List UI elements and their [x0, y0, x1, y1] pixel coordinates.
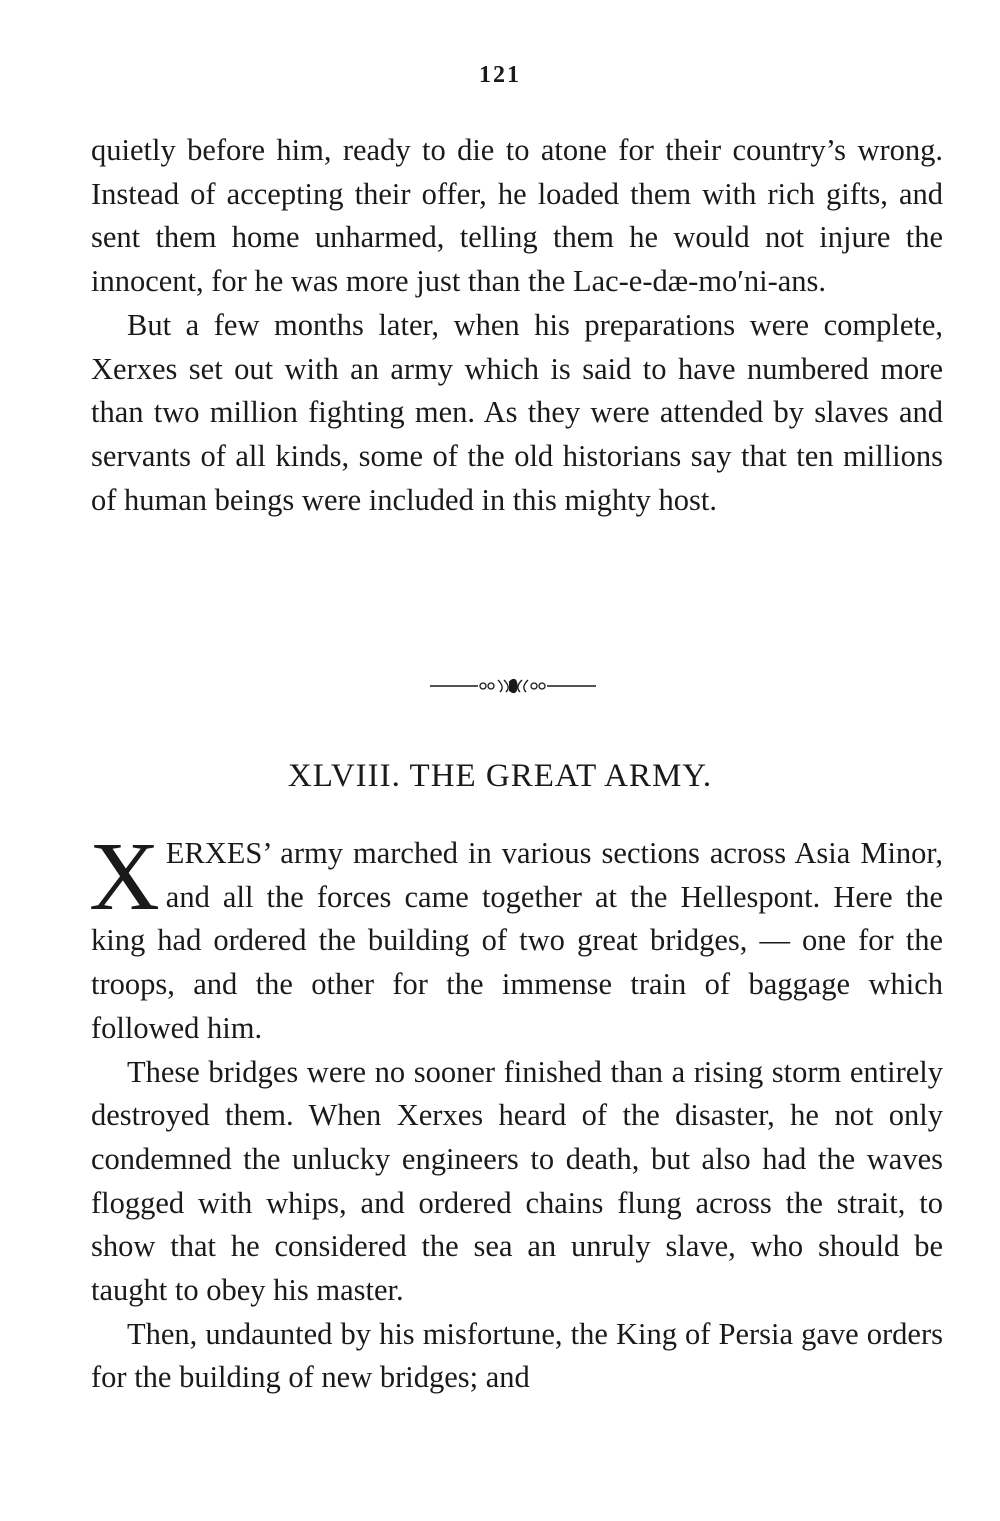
paragraph-new-bridges: Then, undaunted by his misfortune, the King of Persia gave orders for the building of new bridges; and	[91, 1316, 943, 1395]
chapter-title: XLVIII. THE GREAT ARMY.	[287, 758, 713, 794]
paragraph-opening-text: ERXES’ army marched in various sections across Asia Minor, and all the forces came together at the Hellespont. Here the king had ordered the building of two great bridges, — one for the troops, and the other for the immense train of baggage which followed him.	[91, 836, 943, 1045]
chapter-body	[89, 823, 943, 1400]
page-number: 121	[479, 62, 521, 88]
paragraph-chapter-opening	[89, 823, 943, 1051]
section-divider-ornament	[430, 672, 596, 700]
drop-cap: X	[89, 823, 160, 931]
paragraph-continued: quietly before him, ready to die to atone for their country’s wrong. Instead of accepting their offer, he loaded them with rich gifts, and sent them home unharmed, telling them he would not injure the innocent, for he was more just than the Lac-e-dæ-mo′ni-ans.	[91, 133, 943, 299]
paragraph-bridges-destroyed: These bridges were no sooner finished than a rising storm entirely destroyed them. When Xerxes heard of the disaster, he not only condemned the unlucky engineers to death, but also had the waves flogged with whips, and ordered chains flung across the strait, to show that he considered the sea an unruly slave, who should be taught to obey his master.	[91, 1054, 943, 1308]
paragraph-xerxes-army: But a few months later, when his preparations were complete, Xerxes set out with an army which is said to have numbered more than two million fighting men. As they were attended by slaves and servants of all kinds, some of the old historians say that ten millions of human beings were included in this mighty host.	[91, 307, 943, 517]
section-continuation	[91, 129, 943, 522]
